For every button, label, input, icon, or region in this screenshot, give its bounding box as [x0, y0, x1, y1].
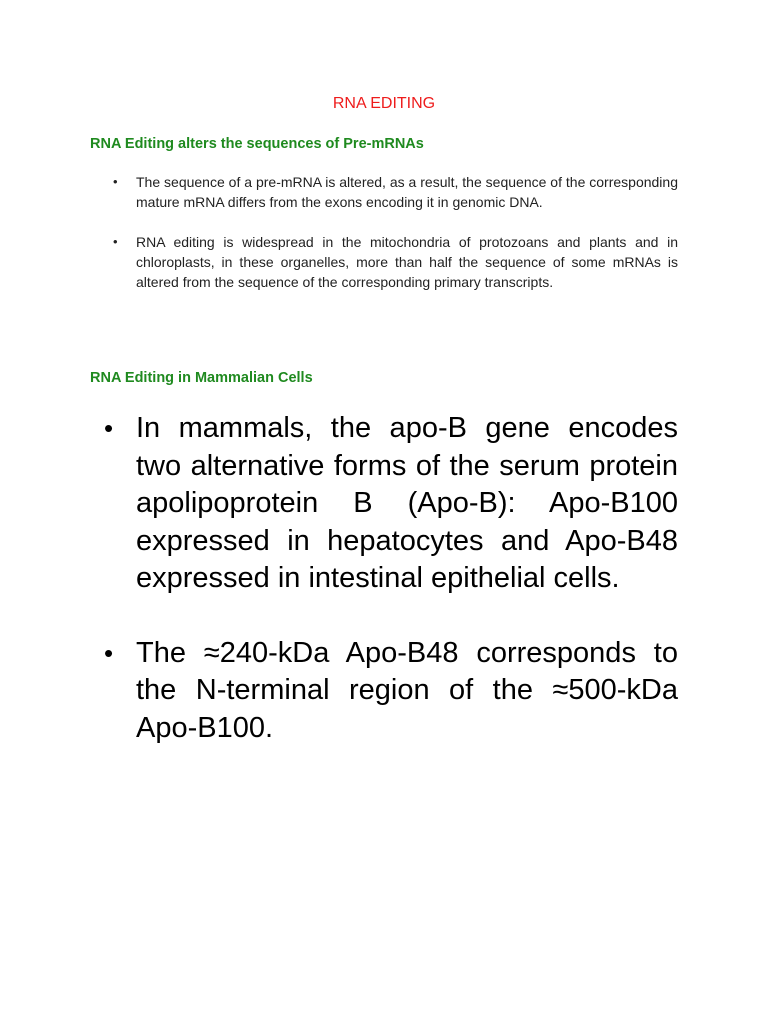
list-item-text: The sequence of a pre-mRNA is altered, as a result, the sequence of the corresponding mature mRNA differs from the exons encoding it in genomic DNA. [136, 174, 678, 210]
bullet-icon: • [113, 174, 118, 189]
list-item-text: RNA editing is widespread in the mitochondria of protozoans and plants and in chloroplasts, in these organelles, more than half the sequence of some mRNAs is altered from the sequence of the corresponding primary transcripts. [136, 234, 678, 290]
list-item [104, 410, 678, 598]
mammalian-bullet-list [104, 410, 678, 747]
list-item [113, 232, 678, 292]
list-item-text: The ≈240-kDa Apo-B48 corresponds to the N-terminal region of the ≈500-kDa Apo-B100. [136, 636, 678, 744]
section-heading-mammalian-editing: RNA Editing in Mammalian Cells [90, 370, 313, 386]
list-item [113, 172, 678, 212]
bullet-icon: • [104, 637, 114, 668]
bullet-icon: • [104, 413, 114, 443]
bullet-icon: • [113, 234, 118, 249]
list-item [104, 635, 678, 748]
section-heading-pre-mrna-editing: RNA Editing alters the sequences of Pre-mRNAs [90, 136, 424, 152]
pre-mrna-bullet-list [113, 172, 678, 292]
page-title: RNA EDITING [332, 95, 436, 112]
list-item-text: In mammals, the apo-B gene encodes two alternative forms of the serum protein apolipoprotein B (Apo-B): Apo-B100 expressed in hepatocytes and Apo-B48 expressed in intestinal epithelial cells. [136, 412, 678, 594]
